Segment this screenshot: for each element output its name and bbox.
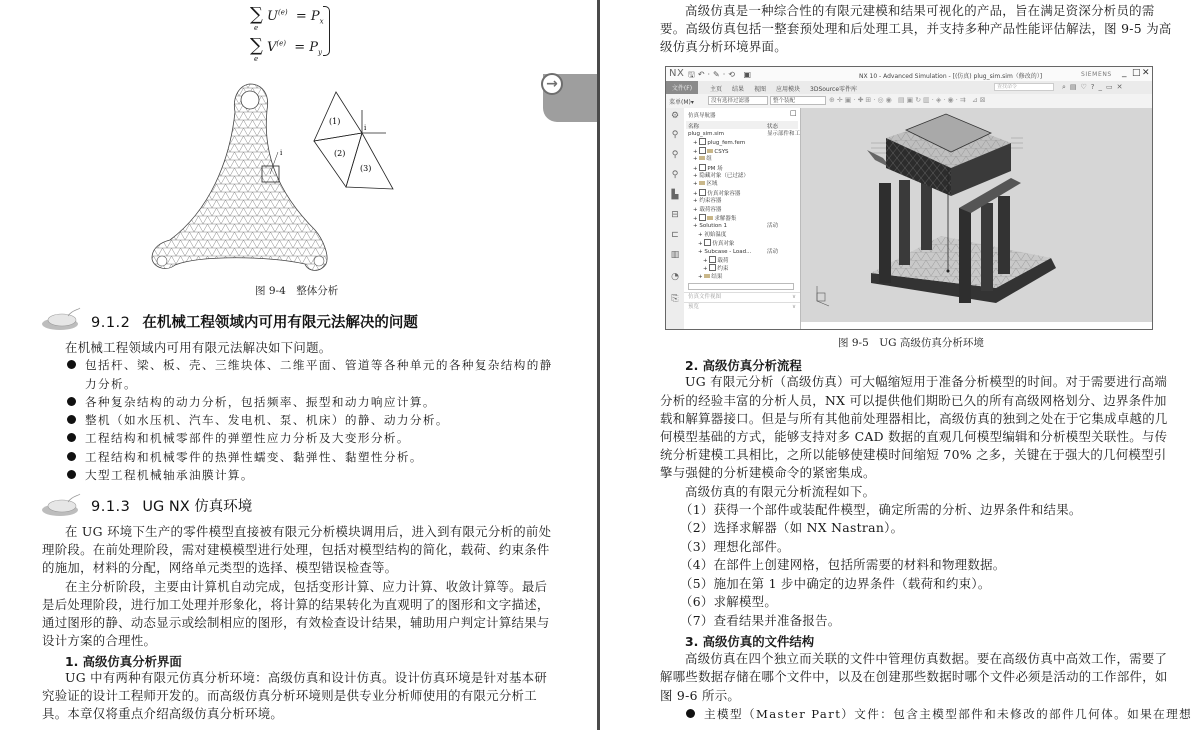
checkbox[interactable] (709, 256, 716, 263)
bullet-item: 整机（如水压机、汽车、发电机、泵、机床）的静、动力分析。 (67, 412, 449, 428)
maximize-button[interactable]: □ (1132, 68, 1141, 78)
checkbox[interactable] (704, 239, 711, 246)
nx-toolbar (666, 94, 1152, 109)
bullet-icon (67, 360, 76, 369)
part-icon[interactable]: ▙ (671, 190, 679, 200)
expand-icon[interactable]: + (693, 181, 700, 188)
step-item: （5）施加在第 1 步中确定的边界条件（载荷和约束）。 (680, 576, 991, 591)
simulation-navigator (684, 108, 801, 329)
status-bar (801, 322, 1152, 329)
paragraph-line: 擎与强健的分析建模命令的紧密集成。 (660, 465, 876, 480)
window-title: NX 10 - Advanced Simulation - [(仿真) plug_sim.sim（修改的）] (859, 73, 1043, 80)
horizontal-scrollbar[interactable] (688, 283, 794, 290)
navigator-title: 仿真导航器 (688, 113, 716, 119)
bullet-item: 主模型（Master Part）文件：包含主模型部件和未修改的部件几何体。如果在理想 (686, 706, 1192, 722)
svg-text:(2): (2) (334, 149, 346, 158)
quick-access-icons: 🖫↶·✎·⟲ ▣ (688, 70, 755, 79)
navigator-tree-row[interactable]: + Subcase - Load... 活动 (698, 248, 779, 255)
paragraph-line: 分析的经验丰富的分析人员，NX 可以提供他们期盼已久的所有高级网格划分、边界条件加 (660, 393, 1167, 408)
settings-icon[interactable]: ⚙ (670, 111, 680, 121)
navigator-tree-row[interactable]: + 组 (693, 156, 712, 163)
nx-title-bar (666, 67, 1152, 81)
expand-icon[interactable]: + (693, 198, 700, 205)
expand-icon[interactable]: + (703, 258, 710, 264)
bullet-icon (67, 470, 76, 479)
svg-text:i: i (280, 149, 283, 157)
subsection-heading: 2. 高级仿真分析流程 (685, 358, 802, 373)
expand-icon[interactable]: + (698, 241, 705, 248)
menu-button[interactable]: 菜单(M)▾ (669, 99, 694, 106)
navigator-tree-row[interactable]: + PM 场 (693, 165, 723, 172)
paragraph-line: 通过图形的静、动态显示或绘制相应的图形，有效检查设计结果，辅助用户判定计算结果与 (42, 615, 550, 630)
arrow-right-icon[interactable]: → (541, 73, 563, 95)
svg-text:i: i (364, 124, 367, 132)
expand-icon[interactable]: + (698, 273, 705, 280)
file-menu[interactable]: 文件(F) (666, 81, 698, 94)
bullet-icon (67, 433, 76, 442)
expand-icon[interactable]: + (693, 156, 700, 163)
navigator-tree-row[interactable]: + 载荷容器 (693, 206, 722, 213)
history-icon[interactable]: ⊏ (671, 230, 679, 240)
step-item: （2）选择求解器（如 NX Nastran）。 (680, 520, 904, 535)
document-icon[interactable]: ⎘ (671, 294, 679, 304)
resource-bar (666, 108, 685, 329)
checkbox[interactable] (699, 189, 706, 196)
paragraph-line: 理阶段。在前处理阶段，需对建模模型进行处理，包括对模型结构的简化，载荷、约束条件 (42, 542, 550, 557)
scope-dropdown[interactable]: 整个装配 (770, 96, 826, 105)
fem-model-image (801, 108, 1152, 323)
paragraph-line: 的施加，材料的分配，网络单元类型的选择、模型错误检查等。 (42, 560, 398, 575)
paragraph-line: 何模型基础的方式，能够支持对多 CAD 数据的直观几何模型编辑和分析模型关联性。与传 (660, 429, 1168, 444)
equation-line-1: ∑ $U^{(e)} = P_x$ (250, 4, 324, 26)
nx-screenshot-figure (665, 66, 1153, 330)
folder-icon (707, 216, 713, 220)
navigator-tree-row[interactable]: + 隐藏对象（已过滤） (693, 173, 749, 179)
svg-text:(1): (1) (329, 117, 341, 126)
navigator-tree-row[interactable]: plug_sim.sim 显示部件和工 (688, 131, 801, 137)
step-item: （6）求解模型。 (680, 594, 778, 609)
expand-icon[interactable]: + (693, 148, 700, 155)
navigator-tree-row[interactable]: + CSYS (693, 148, 729, 155)
sum-index: e (254, 55, 259, 63)
paragraph-line: 统分析建模工具相比，之所以能够使建模时间缩短 70% 之多，关键在于强大的几何模型引 (660, 447, 1167, 462)
left-page (0, 0, 598, 730)
navigator-header: 名称 状态 (686, 121, 798, 129)
maximize-panel-icon[interactable]: □ (790, 109, 797, 117)
expand-icon[interactable]: + (693, 216, 700, 222)
paragraph-line: 载和解算器接口。但是与所有其他前处理器相比，高级仿真的独到之处在于它集成卓越的几 (660, 411, 1168, 426)
bullet-item: 各种复杂结构的动力分析，包括频率、振型和动力响应计算。 (67, 394, 436, 410)
bullet-icon (67, 452, 76, 461)
equation-line-2: ∑ $V^{(e)} = P_y$ (250, 35, 323, 57)
svg-text:(3): (3) (360, 164, 372, 173)
expand-icon[interactable]: + (693, 206, 700, 213)
expand-icon[interactable]: + (693, 223, 700, 230)
panel-sim-file-view[interactable]: 仿真文件视图 ∨ (684, 292, 800, 302)
paragraph-line: 高级仿真在四个独立而关联的文件中管理仿真数据。要在高级仿真中高效工作，需要了 (685, 651, 1168, 666)
paragraph-line: 图 9-6 所示。 (660, 688, 741, 703)
checkbox[interactable] (699, 164, 706, 171)
paragraph-line: 高级仿真是一种综合性的有限元建模和结果可视化的产品，旨在满足资深分析员的需 (685, 3, 1155, 18)
folder-icon (704, 274, 710, 278)
selection-filter-dropdown[interactable]: 没有选择过滤器 (708, 96, 768, 105)
command-search-input[interactable]: 查找命令 (994, 83, 1054, 91)
graphics-window[interactable] (801, 108, 1152, 323)
navigator-tree-row[interactable]: + plug_fem.fem (693, 140, 746, 147)
subsection-heading: 3. 高级仿真的文件结构 (685, 634, 815, 649)
library-icon[interactable]: ▥ (670, 250, 680, 260)
navigator-tree-row[interactable]: + 载荷 (703, 258, 729, 264)
paragraph-line: 具。本章仅将重点介绍高级仿真分析环境。 (42, 706, 284, 721)
bullet-item: 包括杆、梁、板、壳、三维块体、二维平面、管道等各种单元的各种复杂结构的静 (67, 357, 553, 373)
subsection-heading: 1. 高级仿真分析界面 (65, 654, 182, 669)
folder-icon (699, 156, 705, 160)
checkbox[interactable] (699, 138, 706, 145)
page-divider (597, 0, 600, 730)
expand-icon[interactable]: + (698, 231, 705, 238)
bullet-item-continued: 力分析。 (85, 377, 137, 391)
paragraph-line: 设计方案的合理性。 (42, 633, 157, 648)
navigator-tree-row[interactable]: + 初始温度 (698, 231, 727, 238)
tab-view[interactable]: 视图 (754, 86, 767, 93)
tab-results[interactable]: 结果 (732, 86, 745, 93)
paragraph-line: 级仿真分析环境界面。 (660, 39, 787, 54)
brand-label: SIEMENS (1081, 71, 1112, 78)
bullet-item: 大型工程机械轴承油膜计算。 (67, 467, 254, 483)
expand-icon[interactable]: + (693, 190, 700, 197)
paragraph-line: 在 UG 环境下生产的零件模型直接被有限元分析模块调用后，进入到有限元分析的前处 (65, 524, 552, 539)
minimize-button[interactable]: _ (1122, 68, 1127, 78)
roles-icon[interactable]: ◔ (671, 272, 679, 282)
bullet-item: 工程结构和机械零部件的弹塑性应力分析及大变形分析。 (67, 430, 410, 446)
navigator-tree-row[interactable]: + 约束 (703, 266, 729, 273)
folder-icon (699, 181, 705, 185)
step-item: （7）查看结果并准备报告。 (680, 613, 841, 628)
tab-home[interactable]: 主页 (710, 86, 723, 93)
mouse-icon (40, 492, 82, 518)
paragraph-line: 在主分析阶段，主要由计算机自动完成，包括变形计算、应力计算、收敛计算等。最后 (65, 579, 548, 594)
navigator-icon[interactable]: ⚲ (671, 170, 679, 180)
paragraph-line: 解哪些数据存储在哪个文件中，以及在创建那些数据时哪个文件必须是活动的工作部件，如 (660, 669, 1168, 684)
navigator-tree-row[interactable]: + Solution 1 活动 (693, 223, 779, 230)
paragraph-line: 高级仿真的有限元分析流程如下。 (685, 484, 876, 499)
tab-3dsource[interactable]: 3DSource零件库 (810, 86, 858, 93)
panel-preview[interactable]: 预览 ∨ (684, 302, 800, 312)
bullet-icon (686, 709, 695, 718)
tab-applications[interactable]: 应用模块 (776, 86, 801, 93)
navigator-tree-row[interactable]: + 约束容器 (693, 198, 722, 205)
bullet-item: 工程结构和机械零件的热弹性蠕变、黏弹性、黏塑性分析。 (67, 449, 423, 465)
expand-icon[interactable]: + (693, 173, 700, 179)
figure-caption: 图 9-4 整体分析 (255, 285, 339, 297)
bullet-icon (67, 415, 76, 424)
navigator-tree-row[interactable]: + 仿真对象 (698, 241, 735, 248)
paragraph-line: UG 有限元分析（高级仿真）可大幅缩短用于准备分析模型的时间。对于需要进行高端 (685, 374, 1168, 389)
toolbar-icons[interactable]: ⊕✛▣·✚⊞·◎◉ ▤▣↻▥·◈·◉·⇉ ⊿⊠ (829, 96, 988, 104)
navigator-icon[interactable]: ⚲ (671, 150, 679, 160)
paragraph-line: 究验证的设计工程师开发的。而高级仿真分析环境则是供专业分析师使用的有限元分析工 (42, 688, 537, 703)
sum-index: e (254, 24, 259, 32)
expand-icon[interactable]: + (693, 165, 700, 172)
navigator-tree-row[interactable]: + 区域 (693, 181, 718, 188)
folder-icon (707, 149, 713, 153)
right-brace (323, 6, 330, 56)
expand-icon[interactable]: + (698, 248, 705, 255)
navigator-tree-row[interactable]: + 结果 (698, 273, 723, 280)
mesh-figure (140, 80, 410, 275)
step-item: （4）在部件上创建网格，包括所需要的材料和物理数据。 (680, 557, 1006, 572)
nx-logo: NX (669, 68, 685, 79)
bullet-icon (67, 397, 76, 406)
navigator-tree-row[interactable]: + 仿真对象容器 (693, 190, 741, 197)
mouse-icon (40, 306, 82, 332)
section-heading-913: 9.1.3 UG NX 仿真环境 (91, 499, 253, 515)
figure-caption: 图 9-5 UG 高级仿真分析环境 (838, 337, 984, 349)
help-icons[interactable]: ⌕▤♡?_▭✕ (1062, 83, 1127, 91)
paragraph-line: 要。高级仿真包括一整套预处理和后处理工具，并支持多种产品性能评估解法，图 9-5 为高 (660, 21, 1172, 36)
tree-icon[interactable]: ⊟ (671, 210, 679, 220)
close-button[interactable]: ✕ (1142, 68, 1150, 78)
expand-icon[interactable]: + (693, 140, 700, 147)
expand-icon[interactable]: + (703, 266, 710, 273)
navigator-tree-row[interactable]: + 求解器集 (693, 216, 737, 222)
step-item: （3）理想化部件。 (680, 539, 790, 554)
paragraph-line: 是后处理阶段，进行加工处理并形象化，将计算的结果转化为直观明了的图形和文字描述， (42, 597, 550, 612)
paragraph: 在机械工程领域内可用有限元法解决如下问题。 (65, 340, 332, 355)
section-heading-912: 9.1.2 在机械工程领域内可用有限元法解决的问题 (91, 315, 418, 331)
checkbox[interactable] (709, 264, 716, 271)
sim-navigator-icon[interactable]: ⚲ (671, 130, 679, 140)
paragraph-line: UG 中有两种有限元仿真分析环境：高级仿真和设计仿真。设计仿真环境是针对基本研 (65, 670, 548, 685)
checkbox[interactable] (699, 147, 706, 154)
step-item: （1）获得一个部件或装配件模型，确定所需的分析、边界条件和结果。 (680, 502, 1082, 517)
nx-ribbon-tabs (666, 81, 1152, 94)
checkbox[interactable] (699, 214, 706, 221)
